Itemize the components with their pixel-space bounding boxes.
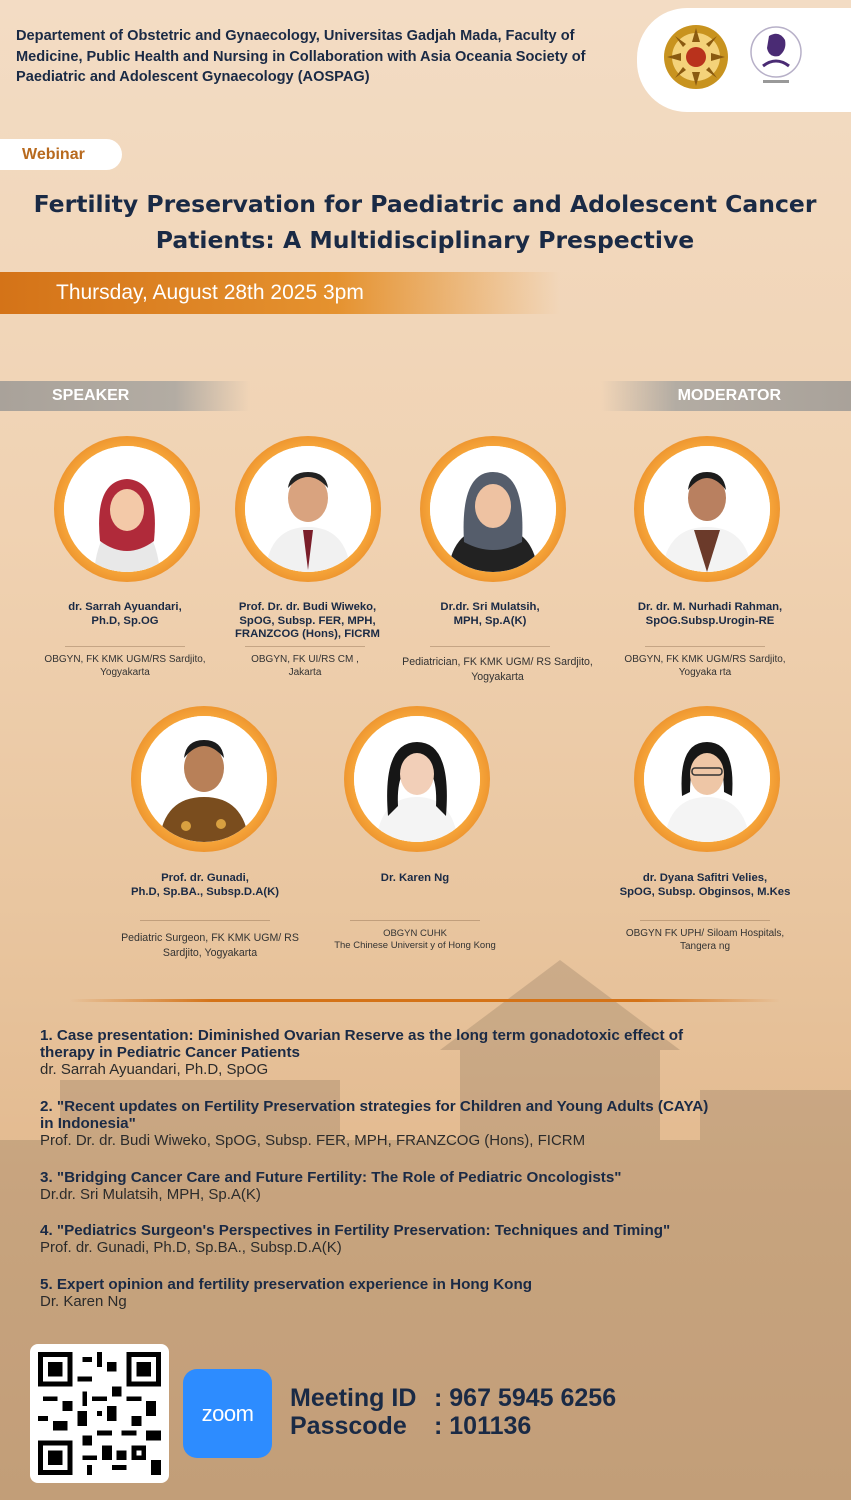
person-name — [590, 872, 820, 899]
event-date: Thursday, August 28th 2025 3pm — [56, 281, 364, 304]
meeting-id — [290, 1384, 616, 1413]
aff-line: Yogyakarta — [100, 666, 150, 678]
name-line: dr. Dyana Safitri Velies, — [642, 872, 768, 884]
name-line: Prof. dr. Gunadi, — [161, 872, 249, 884]
divider-line — [645, 646, 765, 647]
aff-line: Sardjito, Yogyakarta — [162, 947, 258, 959]
aff-line: Tangera ng — [679, 940, 731, 952]
speaker-photo — [54, 436, 200, 582]
divider-line — [430, 646, 550, 647]
agenda-title-line: 5. Expert opinion and fertility preservation experience in Hong Kong — [40, 1276, 532, 1293]
person-affiliation — [100, 931, 320, 961]
person-affiliation — [605, 654, 805, 679]
agenda-item — [40, 1098, 820, 1150]
agenda-title-line: 3. "Bridging Cancer Care and Future Fertility: The Role of Pediatric Oncologists" — [40, 1169, 622, 1186]
speaker-band: SPEAKER — [0, 381, 250, 411]
agenda-title-line: 4. "Pediatrics Surgeon's Perspectives in Fertility Preservation: Techniques and Timing" — [40, 1222, 671, 1239]
person-affiliation — [605, 928, 805, 953]
aff-line: Yogyakarta — [471, 671, 524, 683]
person-affiliation — [305, 928, 525, 951]
title-line-1: Fertility Preservation for Paediatric and Adolescent Cancer — [33, 190, 817, 218]
date-banner — [0, 272, 560, 314]
moderator-photo — [634, 436, 780, 582]
agenda-speaker: Dr.dr. Sri Mulatsih, MPH, Sp.A(K) — [40, 1186, 261, 1203]
section-divider — [70, 999, 780, 1002]
aff-line: OBGYN FK UPH/ Siloam Hospitals, — [625, 928, 785, 939]
webinar-title — [20, 186, 830, 258]
moderator-photo — [634, 706, 780, 852]
person-affiliation — [215, 654, 395, 679]
agenda-title-line: 2. "Recent updates on Fertility Preservation strategies for Children and Young Adults (CAYA) — [40, 1098, 709, 1115]
name-line: Dr. dr. M. Nurhadi Rahman, — [637, 601, 783, 613]
agenda-title-line: 1. Case presentation: Diminished Ovarian Reserve as the long term gonadotoxic effect of — [40, 1027, 684, 1044]
agenda-speaker: dr. Sarrah Ayuandari, Ph.D, SpOG — [40, 1061, 269, 1078]
aff-line: OBGYN, FK KMK UGM/RS Sardjito, — [624, 654, 786, 665]
name-line: FRANZCOG (Hons), FICRM — [235, 628, 380, 640]
organizer-text: Departement of Obstetric and Gynaecology, Universitas Gadjah Mada, Faculty of Medicine, Public Health and Nursing in Collaboration with Asia Oceania Society of Paediatric and Adolescent Gynaecology (AOSPAG) — [16, 28, 586, 85]
person-affiliation — [25, 654, 225, 679]
person-name — [30, 601, 220, 628]
divider-line — [350, 920, 480, 921]
speaker-photo — [131, 706, 277, 852]
name-line: SpOG.Subsp.Urogin-RE — [645, 614, 775, 627]
name-line: Ph.D, Sp.BA., Subsp.D.A(K) — [130, 885, 280, 898]
speaker-photo — [344, 706, 490, 852]
person-name — [105, 872, 305, 899]
name-line: MPH, Sp.A(K) — [453, 614, 527, 627]
agenda-item — [40, 1027, 820, 1079]
aff-line: Yogyaka rta — [678, 666, 732, 678]
agenda-speaker: Dr. Karen Ng — [40, 1293, 127, 1310]
divider-line — [65, 646, 185, 647]
divider-line — [140, 920, 270, 921]
webinar-badge: Webinar — [0, 139, 122, 170]
person-name — [600, 601, 820, 628]
agenda-item — [40, 1276, 820, 1311]
aff-line: Jakarta — [288, 666, 322, 678]
aospag-logo — [745, 22, 807, 94]
name-line: Dr. Karen Ng — [380, 872, 450, 884]
name-line: Ph.D, Sp.OG — [91, 614, 159, 627]
agenda-title-line: therapy in Pediatric Cancer Patients — [40, 1044, 300, 1061]
header — [0, 0, 851, 115]
aff-line: OBGYN CUHK — [383, 928, 447, 939]
speaker-photo — [420, 436, 566, 582]
name-line: Dr.dr. Sri Mulatsih, — [440, 601, 540, 613]
name-line: SpOG, Subsp. Obginsos, M.Kes — [619, 885, 791, 898]
passcode-label: Passcode — [290, 1412, 407, 1440]
aff-line: Pediatric Surgeon, FK KMK UGM/ RS — [121, 932, 299, 944]
passcode-value: : 101136 — [434, 1412, 532, 1440]
aff-line: The Chinese Universit y of Hong Kong — [334, 939, 496, 951]
agenda-speaker: Prof. Dr. dr. Budi Wiweko, SpOG, Subsp. FER, MPH, FRANZCOG (Hons), FICRM — [40, 1132, 586, 1149]
person-name — [320, 872, 510, 886]
person-affiliation — [385, 655, 610, 685]
meeting-id-label: Meeting ID — [290, 1384, 417, 1412]
agenda-title-line: in Indonesia" — [40, 1115, 136, 1132]
meeting-id-value: : 967 5945 6256 — [434, 1384, 617, 1412]
moderator-band: MODERATOR — [601, 381, 851, 411]
agenda-speaker: Prof. dr. Gunadi, Ph.D, Sp.BA., Subsp.D.A(K) — [40, 1239, 342, 1256]
ugm-seal-logo — [661, 22, 731, 92]
zoom-logo: zoom — [183, 1369, 272, 1458]
speaker-photo — [235, 436, 381, 582]
qr-code-icon — [38, 1352, 161, 1475]
name-line: SpOG, Subsp. FER, MPH, — [239, 614, 376, 627]
logo-panel — [637, 8, 851, 112]
qr-code[interactable] — [30, 1344, 169, 1483]
aff-line: Pediatrician, FK KMK UGM/ RS Sardjito, — [402, 656, 593, 668]
divider-line — [245, 646, 365, 647]
divider-line — [640, 920, 770, 921]
title-line-2: Patients: A Multidisciplinary Prespective — [155, 226, 695, 254]
name-line: Prof. Dr. dr. Budi Wiweko, — [238, 601, 377, 613]
person-name — [205, 601, 410, 642]
passcode — [290, 1412, 531, 1441]
person-name — [395, 601, 585, 628]
agenda-item — [40, 1222, 820, 1257]
name-line: dr. Sarrah Ayuandari, — [68, 601, 182, 613]
aff-line: OBGYN, FK KMK UGM/RS Sardjito, — [44, 654, 206, 665]
aff-line: OBGYN, FK UI/RS CM , — [251, 654, 359, 665]
agenda-item — [40, 1169, 820, 1204]
